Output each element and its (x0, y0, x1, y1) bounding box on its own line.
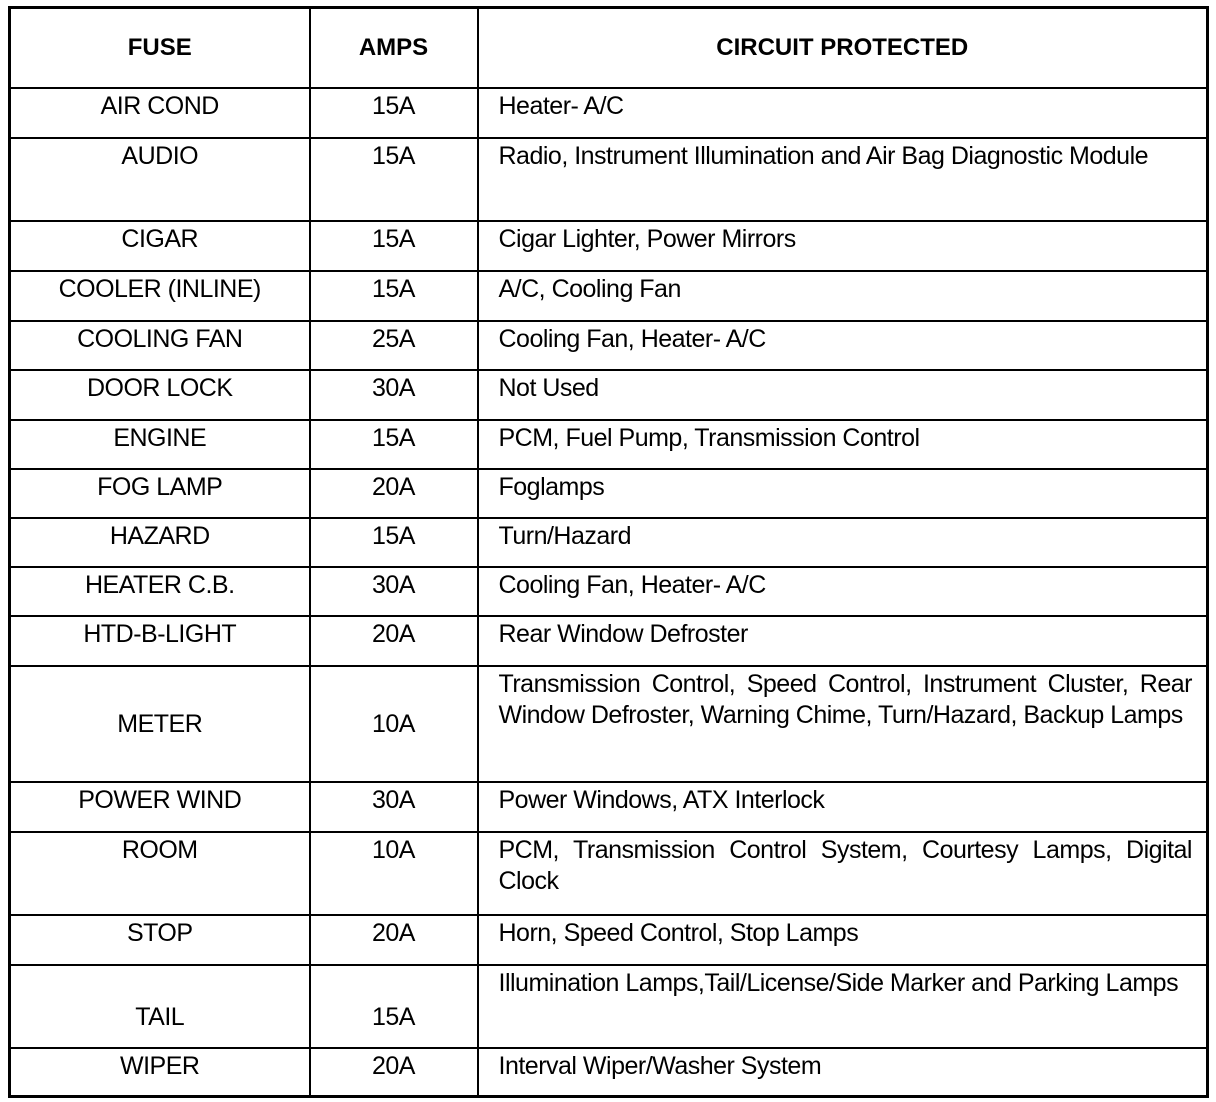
amps-cell: 20A (310, 915, 478, 965)
table-row (10, 1048, 1208, 1097)
circuit-cell: Horn, Speed Control, Stop Lamps (478, 915, 1208, 965)
circuit-cell: Cigar Lighter, Power Mirrors (478, 221, 1208, 271)
circuit-cell: A/C, Cooling Fan (478, 271, 1208, 321)
circuit-cell: Heater- A/C (478, 88, 1208, 138)
amps-cell: 15A (310, 88, 478, 138)
table-row (10, 138, 1208, 221)
fuse-cell: AUDIO (10, 138, 310, 221)
table-row (10, 965, 1208, 1048)
circuit-header: CIRCUIT PROTECTED (478, 8, 1208, 88)
fuse-cell: STOP (10, 915, 310, 965)
fuse-cell: HTD-B-LIGHT (10, 616, 310, 666)
amps-cell: 20A (310, 469, 478, 518)
fuse-header: FUSE (10, 8, 310, 88)
circuit-cell: Illumination Lamps,Tail/License/Side Marker and Parking Lamps (478, 965, 1208, 1048)
amps-cell: 25A (310, 321, 478, 370)
fuse-cell: METER (10, 666, 310, 782)
amps-cell: 10A (310, 666, 478, 782)
table-row (10, 616, 1208, 666)
table-row (10, 420, 1208, 469)
circuit-cell: Cooling Fan, Heater- A/C (478, 321, 1208, 370)
amps-cell: 15A (310, 221, 478, 271)
circuit-cell: Not Used (478, 370, 1208, 420)
amps-cell: 15A (310, 965, 478, 1048)
table-row (10, 221, 1208, 271)
fuse-cell: DOOR LOCK (10, 370, 310, 420)
circuit-cell: PCM, Transmission Control System, Courtesy Lamps, Digital Clock (478, 832, 1208, 915)
table-row (10, 88, 1208, 138)
fuse-cell: AIR COND (10, 88, 310, 138)
table-row (10, 915, 1208, 965)
table-row (10, 271, 1208, 321)
circuit-cell: Turn/Hazard (478, 518, 1208, 567)
circuit-cell: Transmission Control, Speed Control, Instrument Cluster, Rear Window Defroster, Warning Chime, Turn/Hazard, Backup Lamps (478, 666, 1208, 782)
table-row (10, 370, 1208, 420)
fuse-cell: ENGINE (10, 420, 310, 469)
circuit-cell: Interval Wiper/Washer System (478, 1048, 1208, 1097)
fuse-cell: TAIL (10, 965, 310, 1048)
fuse-table (8, 6, 1209, 1098)
circuit-cell: PCM, Fuel Pump, Transmission Control (478, 420, 1208, 469)
table-row (10, 469, 1208, 518)
amps-cell: 20A (310, 616, 478, 666)
table-row (10, 518, 1208, 567)
amps-cell: 30A (310, 567, 478, 616)
header-row (10, 8, 1208, 88)
fuse-cell: FOG LAMP (10, 469, 310, 518)
fuse-cell: COOLING FAN (10, 321, 310, 370)
amps-header: AMPS (310, 8, 478, 88)
table-row (10, 321, 1208, 370)
fuse-cell: WIPER (10, 1048, 310, 1097)
amps-cell: 15A (310, 271, 478, 321)
fuse-cell: ROOM (10, 832, 310, 915)
table-row (10, 782, 1208, 832)
amps-cell: 30A (310, 782, 478, 832)
amps-cell: 10A (310, 832, 478, 915)
circuit-cell: Radio, Instrument Illumination and Air Bag Diagnostic Module (478, 138, 1208, 221)
circuit-cell: Foglamps (478, 469, 1208, 518)
circuit-cell: Rear Window Defroster (478, 616, 1208, 666)
amps-cell: 15A (310, 420, 478, 469)
amps-cell: 30A (310, 370, 478, 420)
fuse-cell: CIGAR (10, 221, 310, 271)
table-row (10, 666, 1208, 782)
fuse-cell: HAZARD (10, 518, 310, 567)
table-row (10, 832, 1208, 915)
amps-cell: 15A (310, 518, 478, 567)
fuse-cell: COOLER (INLINE) (10, 271, 310, 321)
fuse-cell: POWER WIND (10, 782, 310, 832)
amps-cell: 15A (310, 138, 478, 221)
amps-cell: 20A (310, 1048, 478, 1097)
fuse-cell: HEATER C.B. (10, 567, 310, 616)
circuit-cell: Cooling Fan, Heater- A/C (478, 567, 1208, 616)
table-row (10, 567, 1208, 616)
circuit-cell: Power Windows, ATX Interlock (478, 782, 1208, 832)
